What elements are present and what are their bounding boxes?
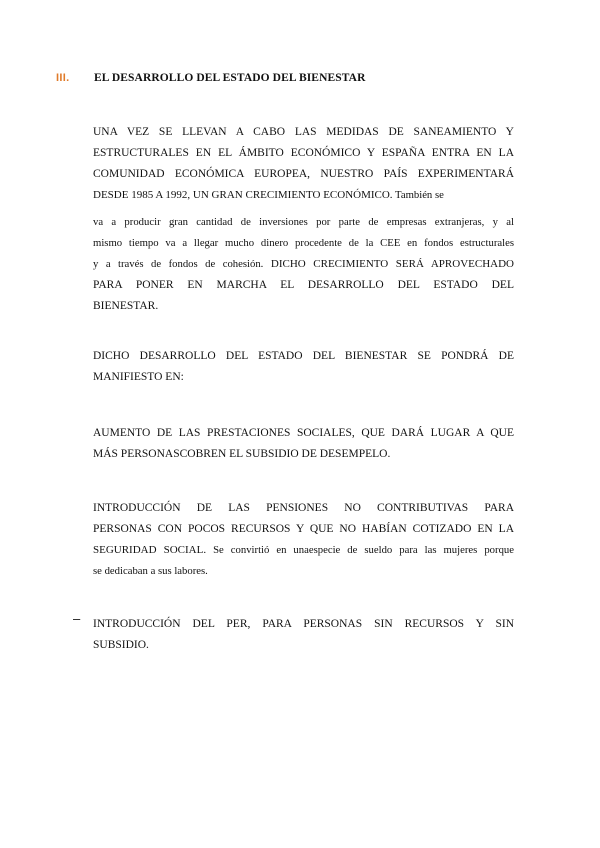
text-line	[93, 540, 514, 561]
text-line	[93, 185, 514, 206]
text-line: DICHO DESARROLLO DEL ESTADO DEL BIENESTAR SE PONDRÁ DE	[93, 350, 514, 362]
text-line: AUMENTO DE LAS PRESTACIONES SOCIALES, QUE DARÁ LUGAR A QUE	[93, 427, 514, 439]
section-number: III.	[56, 72, 70, 84]
paragraph-investments	[93, 212, 514, 317]
text-line: PARA PONER EN MARCHA EL DESARROLLO DEL ESTADO DEL	[93, 279, 514, 291]
text-fragment: y a través de fondos de cohesión.	[93, 258, 264, 270]
paragraph-economic-growth	[93, 122, 514, 206]
text-line: COMUNIDAD ECONÓMICA EUROPEA, NUESTRO PAÍS EXPERIMENTARÁ	[93, 168, 514, 180]
text-line: PERSONAS CON POCOS RECURSOS Y QUE NO HABÍAN COTIZADO EN LA	[93, 523, 514, 535]
text-line: MÁS PERSONASCOBREN EL SUBSIDIO DE DESEMPELO.	[93, 448, 391, 460]
text-fragment: DESDE 1985 A 1992, UN GRAN CRECIMIENTO ECONÓMICO.	[93, 189, 393, 201]
section-heading	[56, 72, 536, 90]
text-line: BIENESTAR.	[93, 300, 159, 312]
paragraph-per	[93, 614, 514, 656]
text-line: INTRODUCCIÓN DE LAS PENSIONES NO CONTRIBUTIVAS PARA	[93, 502, 514, 514]
text-line	[93, 254, 514, 275]
paragraph-manifest	[93, 346, 514, 388]
text-line: mismo tiempo va a llegar mucho dinero procedente de la CEE en fondos estructurales	[93, 237, 514, 249]
text-line: ESTRUCTURALES EN EL ÁMBITO ECONÓMICO Y ESPAÑA ENTRA EN LA	[93, 147, 514, 159]
text-fragment: También se	[392, 189, 444, 201]
text-line: va a producir gran cantidad de inversiones por parte de empresas extranjeras, y al	[93, 216, 514, 228]
bullet-dash: –	[73, 611, 81, 626]
text-line: INTRODUCCIÓN DEL PER, PARA PERSONAS SIN RECURSOS Y SIN	[93, 618, 514, 630]
text-line: SUBSIDIO.	[93, 639, 149, 651]
text-line: se dedicaban a sus labores.	[93, 565, 208, 577]
paragraph-pensions	[93, 498, 514, 582]
text-line: MANIFIESTO EN:	[93, 371, 184, 383]
text-fragment: SEGURIDAD SOCIAL.	[93, 544, 207, 556]
section-title: EL DESARROLLO DEL ESTADO DEL BIENESTAR	[94, 72, 366, 84]
text-line: UNA VEZ SE LLEVAN A CABO LAS MEDIDAS DE SANEAMIENTO Y	[93, 126, 514, 138]
paragraph-social-benefits	[93, 423, 514, 465]
text-fragment: Se convirtió en unaespecie de sueldo para las mujeres porque	[206, 544, 514, 556]
text-fragment: DICHO CRECIMIENTO SERÁ APROVECHADO	[263, 258, 514, 270]
